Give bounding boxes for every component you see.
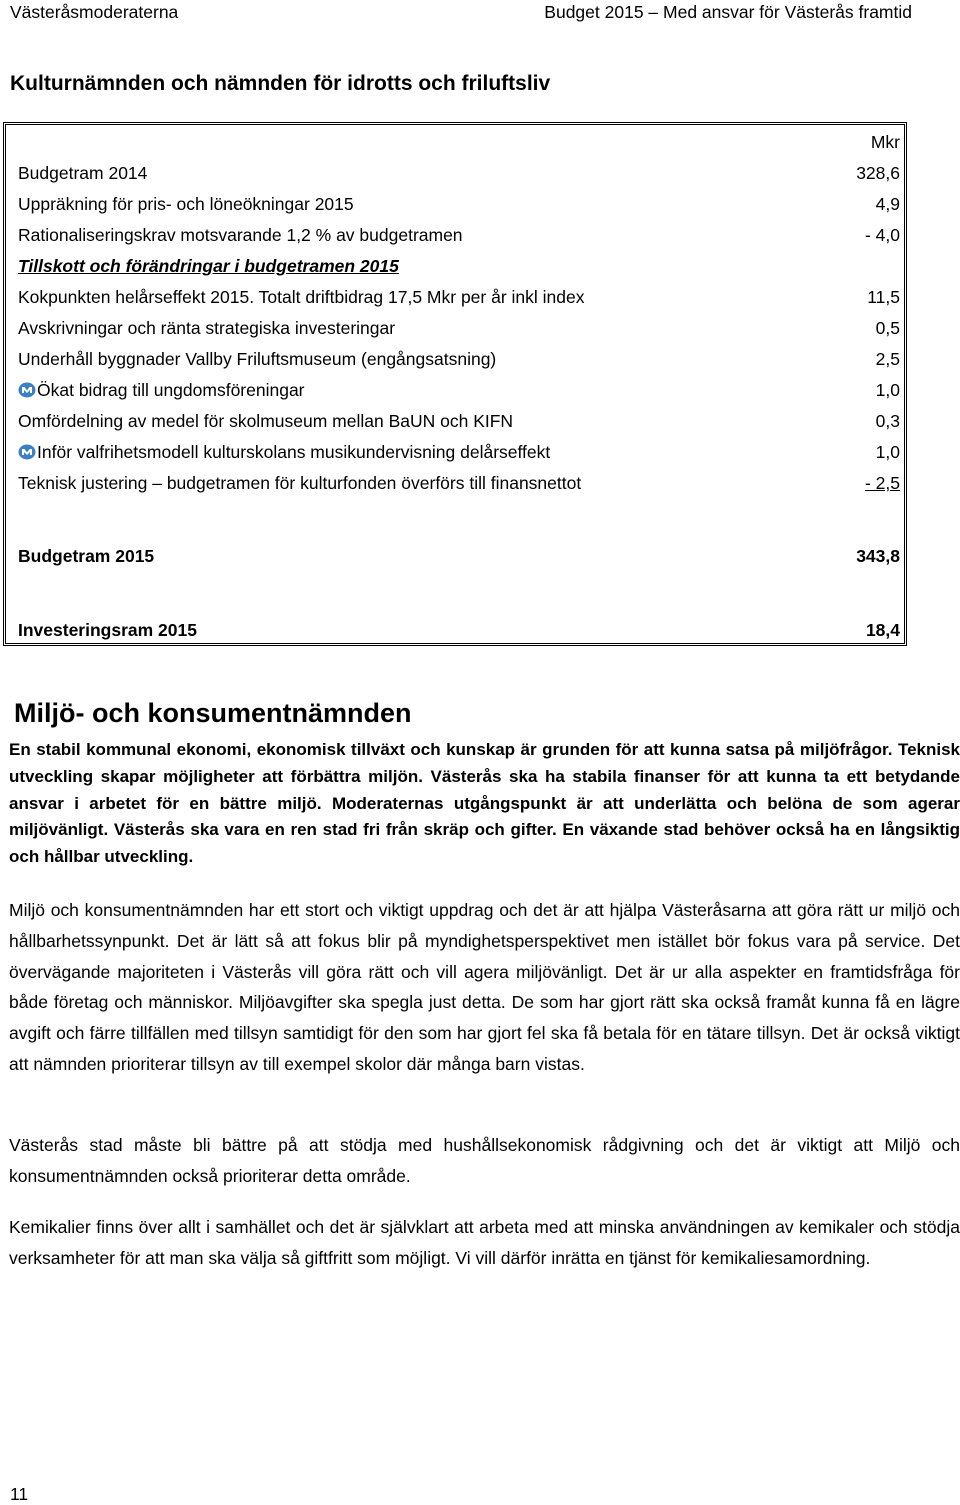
row-value: 328,6 bbox=[856, 163, 900, 183]
row-label-with-icon bbox=[18, 380, 305, 401]
row-value: - 4,0 bbox=[864, 225, 900, 245]
row-value: 1,0 bbox=[875, 442, 900, 462]
total-row bbox=[18, 546, 900, 570]
row-value: 11,5 bbox=[867, 287, 900, 307]
budget-row bbox=[18, 349, 900, 373]
total-label: Budgetram 2015 bbox=[18, 546, 155, 566]
budget-table bbox=[3, 122, 907, 646]
row-value: 2,5 bbox=[875, 349, 900, 369]
budget-row bbox=[18, 194, 900, 218]
budget-row bbox=[18, 318, 900, 342]
row-value: - 2,5 bbox=[864, 473, 900, 493]
investment-label: Investeringsram 2015 bbox=[18, 620, 197, 640]
row-label: Kokpunkten helårseffekt 2015. Totalt driftbidrag 17,5 Mkr per år inkl index bbox=[18, 287, 585, 307]
m-logo-icon bbox=[18, 382, 36, 398]
section-title-environment: Miljö- och konsumentnämnden bbox=[14, 698, 412, 728]
subheading-label: Tillskott och förändringar i budgetramen 2015 bbox=[18, 256, 399, 276]
budget-row bbox=[18, 287, 900, 311]
body-paragraph: Miljö och konsumentnämnden har ett stort och viktigt uppdrag och det är att hjälpa Västeråsarna att göra rätt ur miljö och hållbarhetssynpunkt. Det är lätt så att fokus blir på myndighetsperspektivet men istället bör fokus vara på service. Det övervägande majoriteten i Västerås vill göra rätt och vill agera miljövänligt. Det är ur alla aspekter en framtidsfråga för både företag och människor. Miljöavgifter ska spegla just detta. De som har gjort rätt ska också framåt kunna få en lägre avgift och färre tillfällen med tillsyn samtidigt för den som har gjort fel ska få betala för en tätare tillsyn. Det är också viktigt att nämnden prioriterar tillsyn av till exempel skolor där många barn vistas. bbox=[9, 900, 960, 1074]
page-number: 11 bbox=[10, 1484, 29, 1504]
unit-label: Mkr bbox=[870, 132, 900, 152]
row-value: 1,0 bbox=[875, 380, 900, 400]
page-header bbox=[0, 0, 960, 26]
header-party-name: Västeråsmoderaterna bbox=[10, 2, 179, 22]
row-label: Ökat bidrag till ungdomsföreningar bbox=[37, 380, 305, 400]
budget-row bbox=[18, 411, 900, 435]
budget-row bbox=[18, 225, 900, 249]
budget-row bbox=[18, 163, 900, 187]
body-paragraph: Västerås stad måste bli bättre på att stödja med hushållsekonomisk rådgivning och det är viktigt att Miljö och konsumentnämnden också prioriterar detta område. bbox=[9, 1135, 960, 1186]
unit-header-row bbox=[18, 132, 900, 156]
row-label: Underhåll byggnader Vallby Friluftsmuseum (engångsatsning) bbox=[18, 349, 497, 369]
budget-subheading-row bbox=[18, 256, 900, 280]
investment-row bbox=[18, 620, 900, 644]
row-label: Rationaliseringskrav motsvarande 1,2 % av budgetramen bbox=[18, 225, 463, 245]
row-label: Omfördelning av medel för skolmuseum mellan BaUN och KIFN bbox=[18, 411, 514, 431]
row-label: Teknisk justering – budgetramen för kulturfonden överförs till finansnettot bbox=[18, 473, 582, 493]
header-document-title: Budget 2015 – Med ansvar för Västerås framtid bbox=[544, 2, 912, 22]
row-label-with-icon bbox=[18, 442, 550, 463]
investment-value: 18,4 bbox=[865, 620, 900, 640]
intro-paragraph: En stabil kommunal ekonomi, ekonomisk tillväxt och kunskap är grunden för att kunna satsa på miljöfrågor. Teknisk utveckling skapar möjligheter att förbättra miljön. Västerås ska ha stabila finanser för att kunna ta ett betydande ansvar i arbetet för en bättre miljö. Moderaternas utgångspunkt är att underlätta och belöna de som agerar miljövänligt. Västerås ska vara en ren stad fri från skräp och gifter. En växande stad behöver också ha en långsiktig och hållbar utveckling. bbox=[9, 740, 960, 867]
budget-row bbox=[18, 380, 900, 404]
row-label: Budgetram 2014 bbox=[18, 163, 148, 183]
row-value: 0,3 bbox=[875, 411, 900, 431]
row-value: 0,5 bbox=[875, 318, 900, 338]
row-value: 4,9 bbox=[875, 194, 900, 214]
budget-row bbox=[18, 442, 900, 466]
budget-row bbox=[18, 473, 900, 497]
row-label: Uppräkning för pris- och löneökningar 2015 bbox=[18, 194, 354, 214]
row-label: Inför valfrihetsmodell kulturskolans musikundervisning delårseffekt bbox=[37, 442, 551, 462]
section-title-culture: Kulturnämnden och nämnden för idrotts och friluftsliv bbox=[10, 72, 551, 95]
body-paragraph: Kemikalier finns över allt i samhället och det är självklart att arbeta med att minska användningen av kemikaler och stödja verksamheter för att man ska välja så giftfritt som möjligt. Vi vill därför inrätta en tjänst för kemikaliesamordning. bbox=[9, 1217, 960, 1268]
m-logo-icon bbox=[18, 444, 36, 460]
row-label: Avskrivningar och ränta strategiska investeringar bbox=[18, 318, 396, 338]
total-value: 343,8 bbox=[856, 546, 900, 566]
